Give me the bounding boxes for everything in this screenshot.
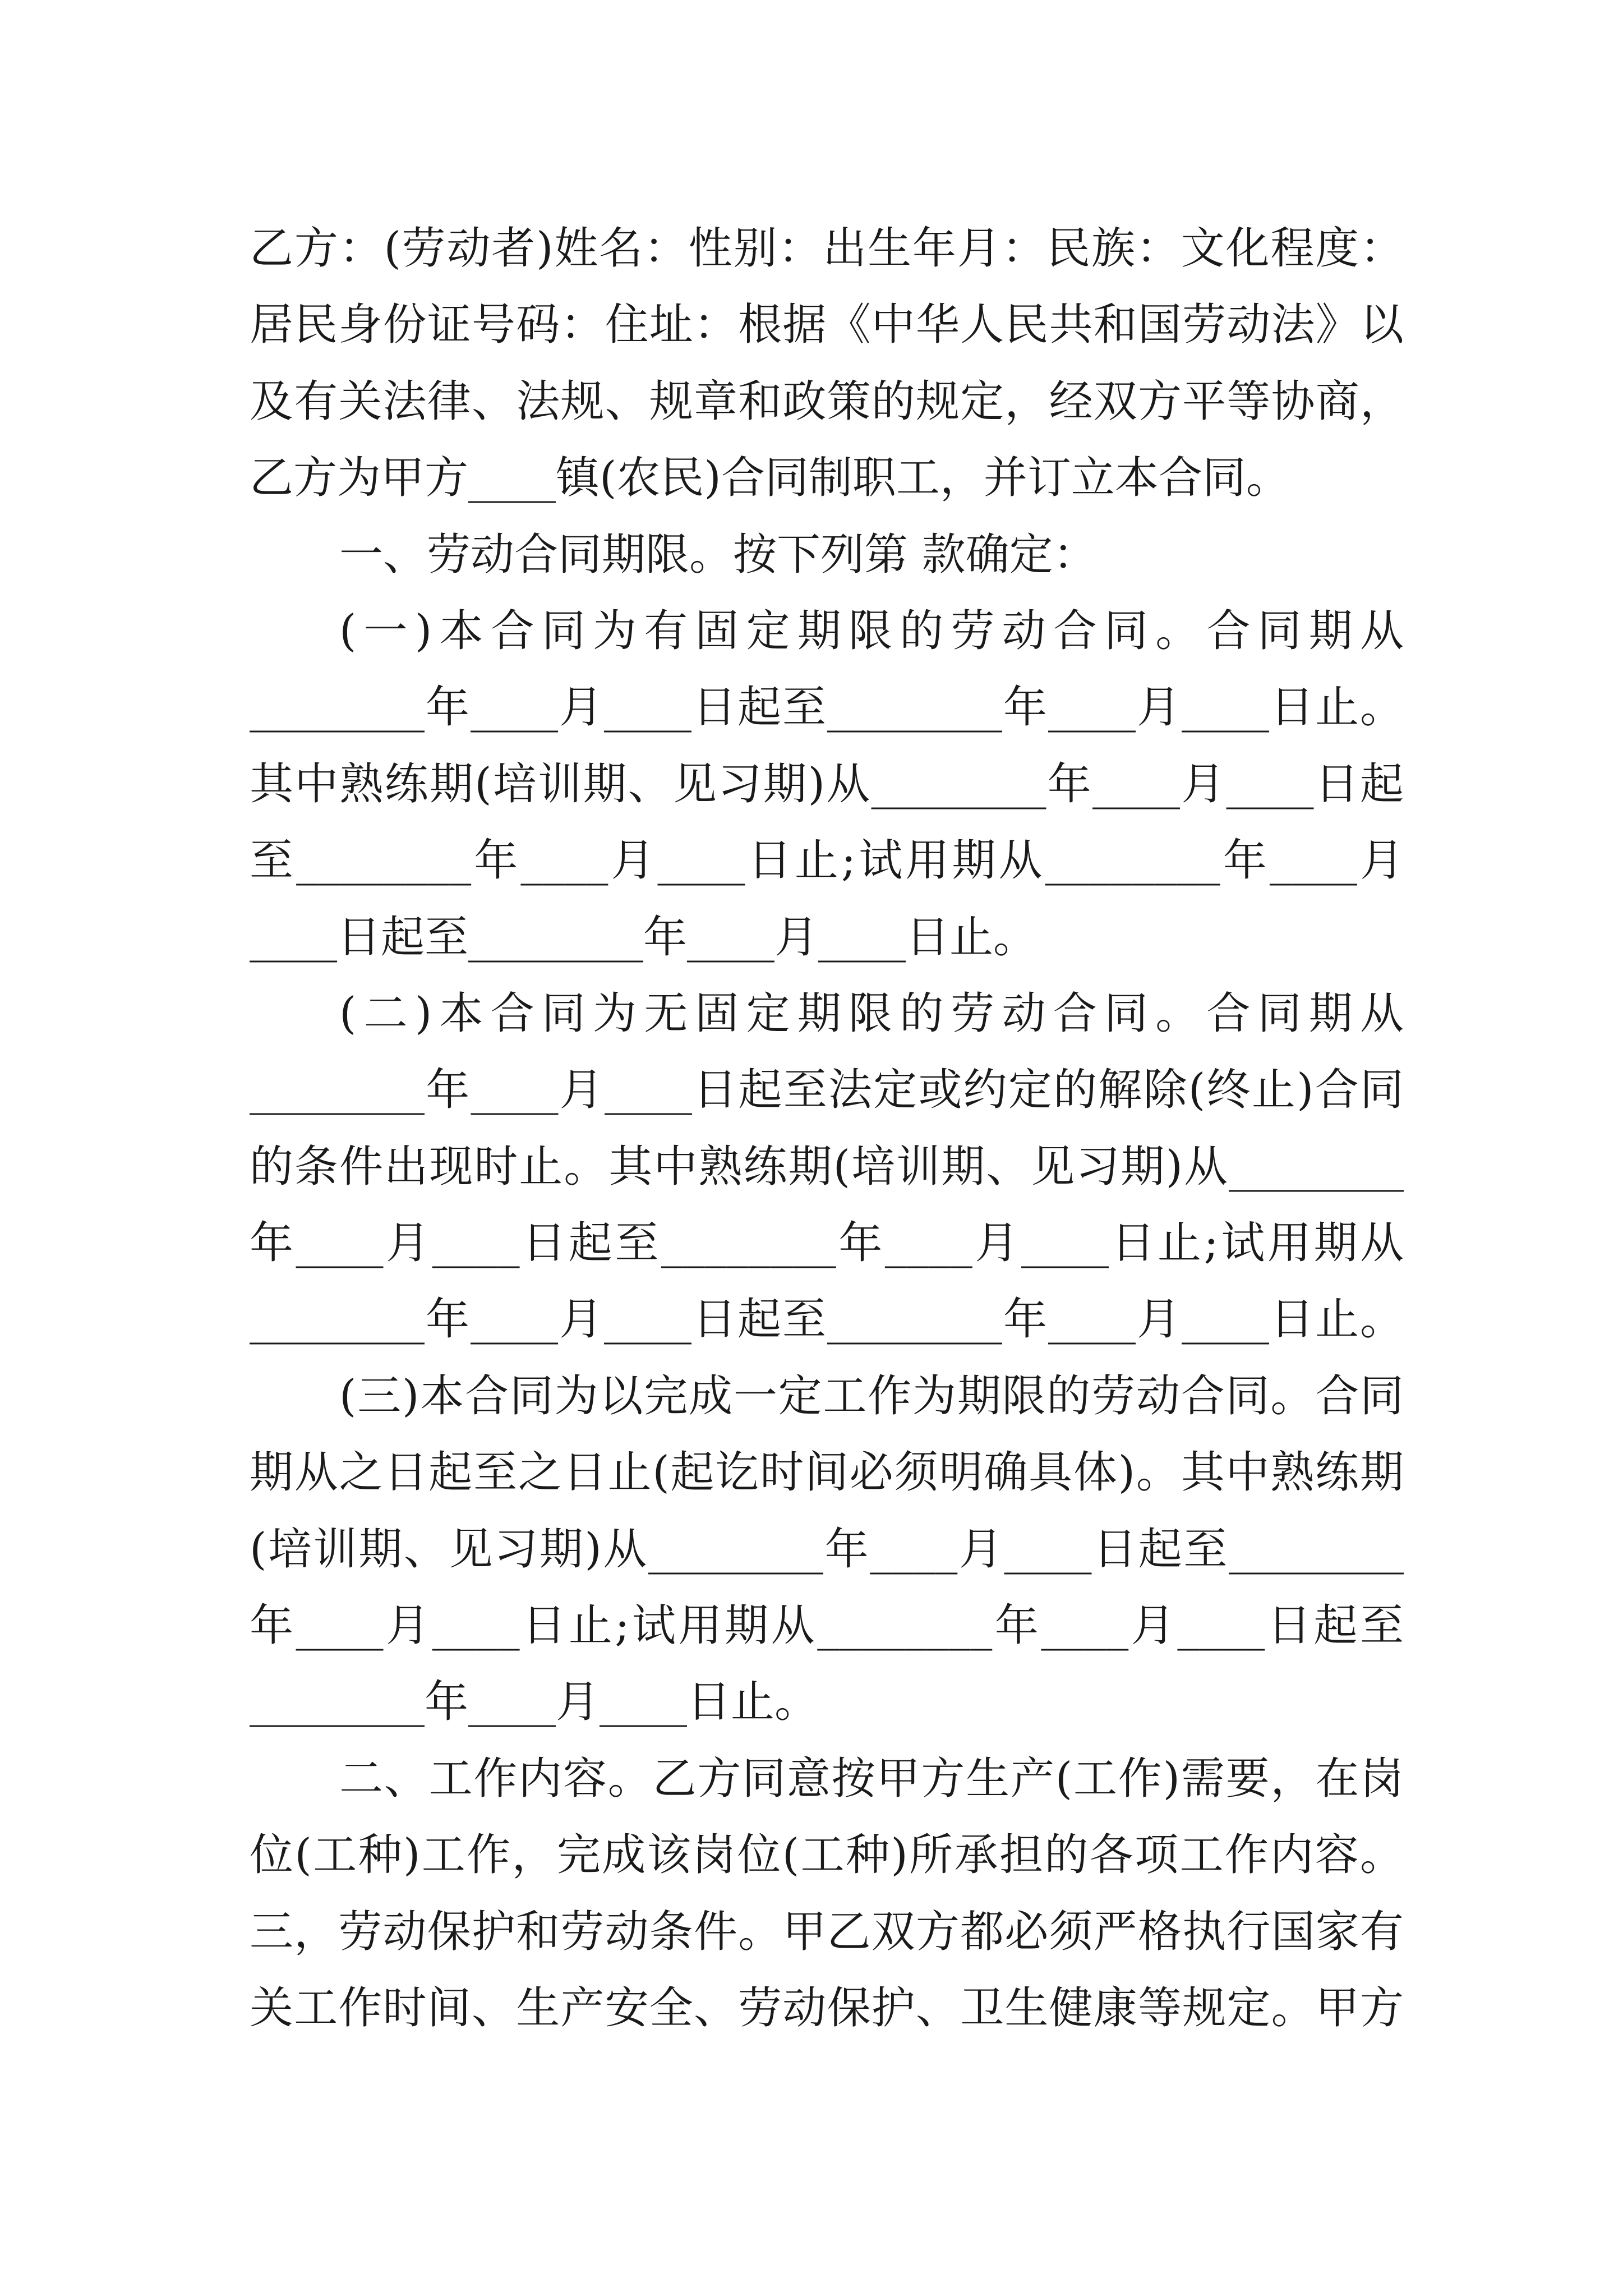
- text-line: 至________年____月____日止;试用期从________年____月: [250, 835, 1404, 886]
- text-line: 及有关法律、法规、规章和政策的规定，经双方平等协商，: [250, 376, 1404, 427]
- text-line: 的条件出现时止。其中熟练期(培训期、见习期)从________: [250, 1141, 1404, 1192]
- text-line: ____日起至________年____月____日止。: [250, 912, 1038, 963]
- clause-open-term: (二)本合同为无固定期限的劳动合同。合同期从: [339, 988, 1404, 1039]
- text-line: 位(工种)工作，完成该岗位(工种)所承担的各项工作内容。: [250, 1830, 1404, 1881]
- text-line: 关工作时间、生产安全、劳动保护、卫生健康等规定。甲方: [250, 1982, 1404, 2033]
- contract-body-text: [250, 210, 1404, 2046]
- text-line: ________年____月____日起至法定或约定的解除(终止)合同: [250, 1065, 1404, 1116]
- section-heading-work-content: 二、工作内容。乙方同意按甲方生产(工作)需要，在岗: [339, 1753, 1404, 1804]
- text-line: 其中熟练期(培训期、见习期)从________年____月____日起: [250, 758, 1404, 809]
- section-heading-term: 一、劳动合同期限。按下列第 款确定：: [339, 529, 1097, 580]
- text-line: ________年____月____日起至________年____月____日止。: [250, 1294, 1404, 1345]
- text-line: 乙方为甲方____镇(农民)合同制职工，并订立本合同。: [250, 453, 1290, 504]
- text-line: 乙方：(劳动者)姓名：性别：出生年月：民族：文化程度：: [250, 223, 1404, 274]
- clause-task-term: (三)本合同为以完成一定工作为期限的劳动合同。合同: [339, 1370, 1404, 1421]
- text-line: 年____月____日止;试用期从________年____月____日起至: [250, 1600, 1404, 1651]
- clause-fixed-term: (一)本合同为有固定期限的劳动合同。合同期从: [339, 605, 1404, 656]
- text-line: 期从之日起至之日止(起讫时间必须明确具体)。其中熟练期: [250, 1447, 1404, 1498]
- text-line: 居民身份证号码：住址：根据《中华人民共和国劳动法》以: [250, 300, 1404, 351]
- text-line: (培训期、见习期)从________年____月____日起至________: [250, 1524, 1404, 1575]
- text-line: 年____月____日起至________年____月____日止;试用期从: [250, 1218, 1404, 1269]
- text-line: ________年____月____日止。: [250, 1677, 819, 1728]
- text-line: ________年____月____日起至________年____月____日止。: [250, 682, 1404, 733]
- section-heading-labor-protection: 三，劳动保护和劳动条件。甲乙双方都必须严格执行国家有: [250, 1906, 1404, 1957]
